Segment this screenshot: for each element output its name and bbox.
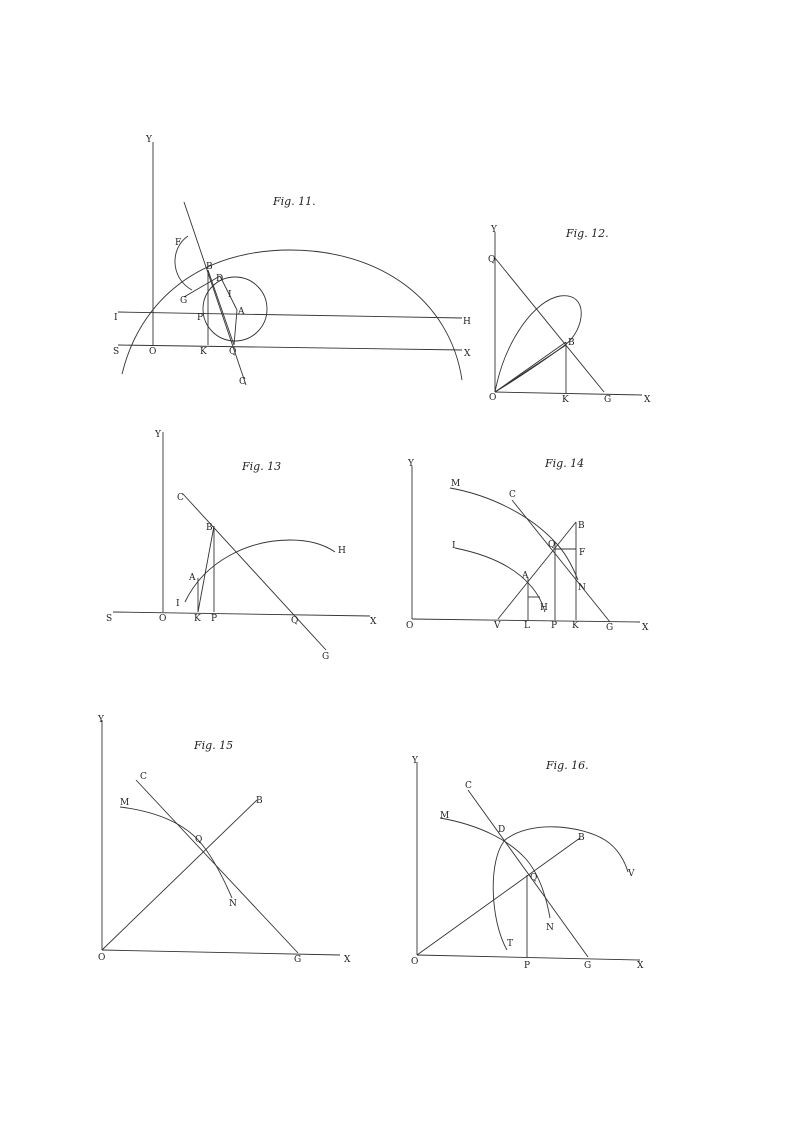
- fig16-line-CG: [468, 790, 588, 957]
- fig13-line-BK: [198, 526, 214, 612]
- figure-12: [488, 225, 651, 405]
- fig14-line-CG: [512, 500, 610, 622]
- figure-13: [106, 430, 377, 662]
- fig15-label-G: G: [294, 955, 302, 965]
- fig11-label-Q: Q: [229, 347, 237, 357]
- fig12-label-Y: Y: [491, 225, 497, 235]
- fig11-line-FC: [184, 202, 246, 385]
- figure-14-title: Fig. 14: [545, 457, 585, 470]
- fig12-label-G: G: [604, 395, 612, 405]
- fig16-label-X: X: [637, 961, 644, 971]
- fig13-label-O: O: [159, 614, 167, 624]
- fig14-label-I: I: [452, 541, 456, 551]
- fig13-line-CG: [183, 494, 326, 650]
- fig16-label-P: P: [524, 961, 531, 971]
- figure-16-title: Fig. 16.: [546, 759, 589, 772]
- fig15-label-O: O: [98, 953, 106, 963]
- fig13-curve-IH: [185, 540, 335, 602]
- fig11-label-Y: Y: [146, 135, 152, 145]
- figure-16: [411, 756, 644, 971]
- fig14-label-B: B: [578, 521, 585, 531]
- fig11-label-G: G: [180, 296, 188, 306]
- fig13-label-K: K: [194, 614, 201, 624]
- fig14-label-P: P: [551, 621, 558, 631]
- fig13-label-Q: Q: [291, 616, 299, 626]
- fig14-line-VB: [498, 522, 576, 619]
- fig11-label-H: H: [463, 317, 471, 327]
- fig12-label-X: X: [644, 395, 651, 405]
- fig13-label-B: B: [206, 523, 213, 533]
- fig16-x-axis: [417, 955, 640, 960]
- fig16-label-N: N: [546, 923, 554, 933]
- fig14-label-H: H: [540, 603, 548, 613]
- fig13-label-C: C: [177, 493, 184, 503]
- fig16-label-Y: Y: [412, 756, 418, 766]
- figure-11-title: Fig. 11.: [273, 195, 316, 208]
- fig13-label-H: H: [338, 546, 346, 556]
- fig11-label-F: F: [175, 238, 182, 248]
- fig13-label-G: G: [322, 652, 330, 662]
- fig16-curve-TDBV: [493, 827, 628, 950]
- fig15-line-OB: [102, 800, 257, 950]
- fig14-label-V: V: [494, 621, 501, 631]
- fig15-label-N: N: [229, 899, 237, 909]
- fig15-label-Q: Q: [195, 835, 203, 845]
- fig12-label-Q: Q: [488, 255, 496, 265]
- fig12-label-K: K: [562, 395, 569, 405]
- fig15-label-M: M: [120, 798, 130, 808]
- fig16-label-V: V: [628, 869, 635, 879]
- fig11-label-I-circle: I: [228, 290, 232, 300]
- fig15-label-Y: Y: [98, 715, 104, 725]
- fig16-label-C: C: [465, 781, 472, 791]
- fig14-label-G: G: [606, 623, 614, 633]
- fig14-label-A: A: [522, 571, 529, 581]
- fig13-label-Y: Y: [155, 430, 161, 440]
- fig11-line-SX: [118, 345, 462, 350]
- fig11-label-I-line: I: [114, 313, 118, 323]
- fig13-label-A: A: [189, 573, 196, 583]
- fig11-line-AQ: [234, 310, 237, 345]
- fig16-label-B: B: [578, 833, 585, 843]
- fig13-x-axis: [113, 612, 370, 616]
- fig12-line-OB-2: [495, 345, 566, 392]
- fig11-label-K: K: [200, 347, 207, 357]
- fig11-label-B: B: [206, 262, 213, 272]
- fig14-label-N: N: [578, 583, 586, 593]
- figure-13-title: Fig. 13: [242, 460, 282, 473]
- fig15-label-X: X: [344, 955, 351, 965]
- fig16-label-O: O: [411, 957, 419, 967]
- fig11-label-O: O: [149, 347, 157, 357]
- figure-14: [406, 457, 649, 633]
- fig14-label-Y: Y: [408, 459, 414, 469]
- fig11-label-P: P: [197, 313, 204, 323]
- fig11-line-IH: [118, 312, 462, 318]
- fig14-label-L: L: [524, 621, 530, 631]
- fig15-curve-MN: [120, 807, 232, 898]
- fig14-label-C: C: [509, 490, 516, 500]
- fig16-label-T: T: [507, 939, 514, 949]
- fig11-label-C: C: [239, 377, 246, 387]
- fig13-label-P: P: [211, 614, 218, 624]
- fig16-label-G: G: [584, 961, 592, 971]
- fig13-label-S: S: [106, 614, 113, 624]
- fig11-label-A: A: [238, 307, 245, 317]
- fig13-label-X: X: [370, 617, 377, 627]
- fig14-curve-I: [455, 548, 545, 612]
- fig12-label-B: B: [568, 338, 575, 348]
- fig15-x-axis: [102, 950, 340, 955]
- fig14-label-Q: Q: [548, 540, 556, 550]
- fig14-label-O: O: [406, 621, 414, 631]
- fig14-label-F: F: [579, 548, 586, 558]
- fig15-label-C: C: [140, 772, 147, 782]
- fig13-label-I: I: [176, 599, 180, 609]
- fig12-label-O: O: [489, 393, 497, 403]
- figure-15: [97, 715, 351, 965]
- fig16-label-D: D: [498, 825, 506, 835]
- figure-11: [113, 135, 471, 387]
- fig16-line-OB: [417, 838, 580, 955]
- figure-12-title: Fig. 12.: [566, 227, 609, 240]
- fig16-label-M: M: [440, 811, 450, 821]
- fig12-line-QG: [495, 258, 604, 392]
- fig16-label-Q: Q: [530, 873, 538, 883]
- fig14-label-K: K: [572, 621, 579, 631]
- fig11-line-GD: [184, 276, 220, 297]
- fig11-label-X: X: [464, 349, 471, 359]
- fig11-label-D: D: [216, 274, 224, 284]
- figure-15-title: Fig. 15: [194, 739, 234, 752]
- fig14-label-M: M: [451, 479, 461, 489]
- fig14-label-X: X: [642, 623, 649, 633]
- fig15-label-B: B: [256, 796, 263, 806]
- fig11-label-S: S: [113, 347, 120, 357]
